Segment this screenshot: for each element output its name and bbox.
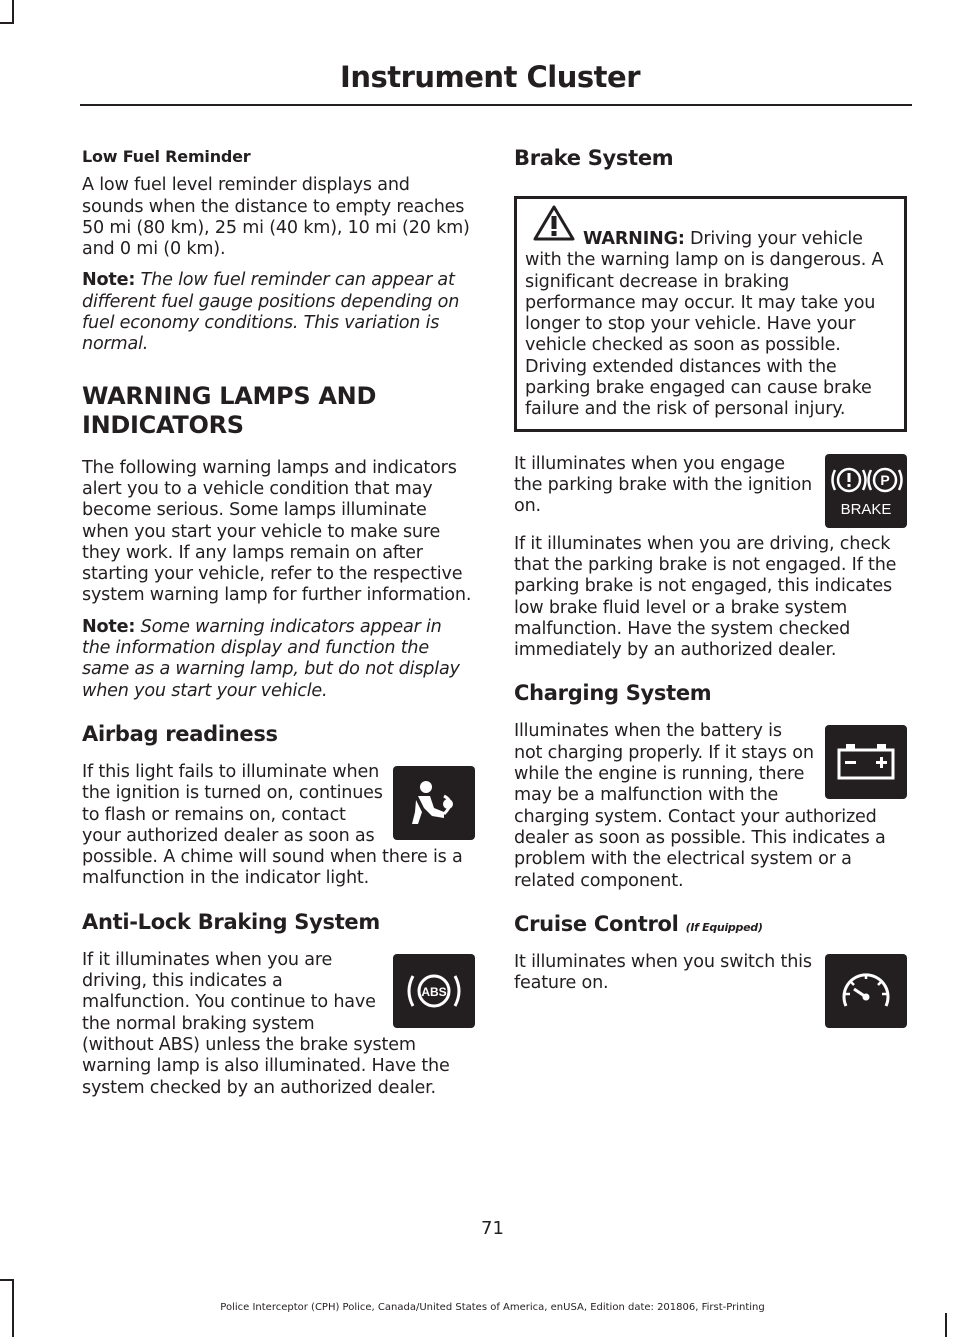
note-label: Note: [82,270,136,291]
crop-mark [0,22,14,24]
abs-icon-label: ABS [421,984,447,999]
brake-icon-label: BRAKE [840,500,892,518]
brake-driving-text: If it illuminates when you are driving, check that the parking brake is not engaged. If the parking brake is not engaged, this indicates low brake fluid level or a brake system malfunction. Have the system checked immediately by an authorized dealer. [514,533,897,661]
cruise-heading-suffix: (If Equipped) [685,920,763,934]
cruise-control-icon [825,954,907,1028]
warning-label: WARNING: [583,229,685,249]
page-title: Instrument Cluster [340,60,640,94]
cruise-text: It illuminates when you switch this feature on. [514,951,812,994]
cruise-heading [514,912,907,936]
page-number: 71 [481,1218,504,1239]
intro-text: The following warning lamps and indicators alert you to a vehicle condition that may become serious. Some lamps illuminate when you start your vehicle to make sure they work. If any lamps remain on after starting your vehicle, refer to the respective system warning lamp for further information. [82,457,472,606]
abs-text: If it illuminates when you are driving, this indicates a malfunction. You continue to have the normal braking system (without ABS) unless the brake system warning lamp is also illuminated. Have the system checked by an authorized dealer. [82,949,450,1098]
airbag-icon [393,766,475,840]
battery-icon [825,725,907,799]
svg-text:P: P [880,471,890,488]
abs-heading: Anti-Lock Braking System [82,909,380,934]
crop-mark [945,1313,947,1337]
crop-mark [0,1279,14,1281]
warning-box [514,196,907,432]
airbag-text: If this light fails to illuminate when the ignition is turned on, continues to flash or remains on, contact your authorized dealer as soon as possible. A chime will sound when there is a malfunction in the indicator light. [82,761,463,889]
charging-text: Illuminates when the battery is not charging properly. If it stays on while the engine is running, there may be a malfunction with the charging system. Contact your authorized dealer as soon as possible. This indicates a problem with the electrical system or a related component. [514,721,886,891]
section-heading: WARNING LAMPS AND INDICATORS [82,381,377,439]
brake-icon [825,454,907,528]
brake-heading: Brake System [514,146,674,170]
low-fuel-note [82,270,475,355]
low-fuel-heading: Low Fuel Reminder [82,147,251,166]
crop-mark [12,0,14,22]
note-label: Note: [82,616,136,637]
left-column [82,146,475,1109]
right-column [514,146,907,1034]
airbag-heading: Airbag readiness [82,721,278,746]
cruise-heading-text: Cruise Control [514,911,679,936]
edition-line: Police Interceptor (CPH) Police, Canada/United States of America, enUSA, Edition date: 201806, First-Printing [220,1302,765,1313]
charging-heading: Charging System [514,681,712,706]
intro-note [82,617,475,702]
note-text: The low fuel reminder can appear at different fuel gauge positions depending on fuel economy conditions. This variation is normal. [82,270,460,355]
header-rule [80,104,912,106]
warning-triangle-icon [533,205,575,241]
brake-lamp-text: It illuminates when you engage the parking brake with the ignition on. [514,453,812,517]
low-fuel-text: A low fuel level reminder displays and sounds when the distance to empty reaches 50 mi (80 km), 25 mi (40 km), 10 mi (20 km) and 0 mi (0 km). [82,175,470,260]
abs-icon [393,954,475,1028]
warning-text: Driving your vehicle with the warning lamp on is dangerous. A significant decrease in braking performance may occur. It may take you longer to stop your vehicle. Have your vehicle checked as soon as possible. Driving extended distances with the parking brake engaged can cause brake failure and the risk of personal injury. [525,229,884,420]
note-text: Some warning indicators appear in the information display and function the same as a warning lamp, but do not display when you start your vehicle. [82,616,460,701]
